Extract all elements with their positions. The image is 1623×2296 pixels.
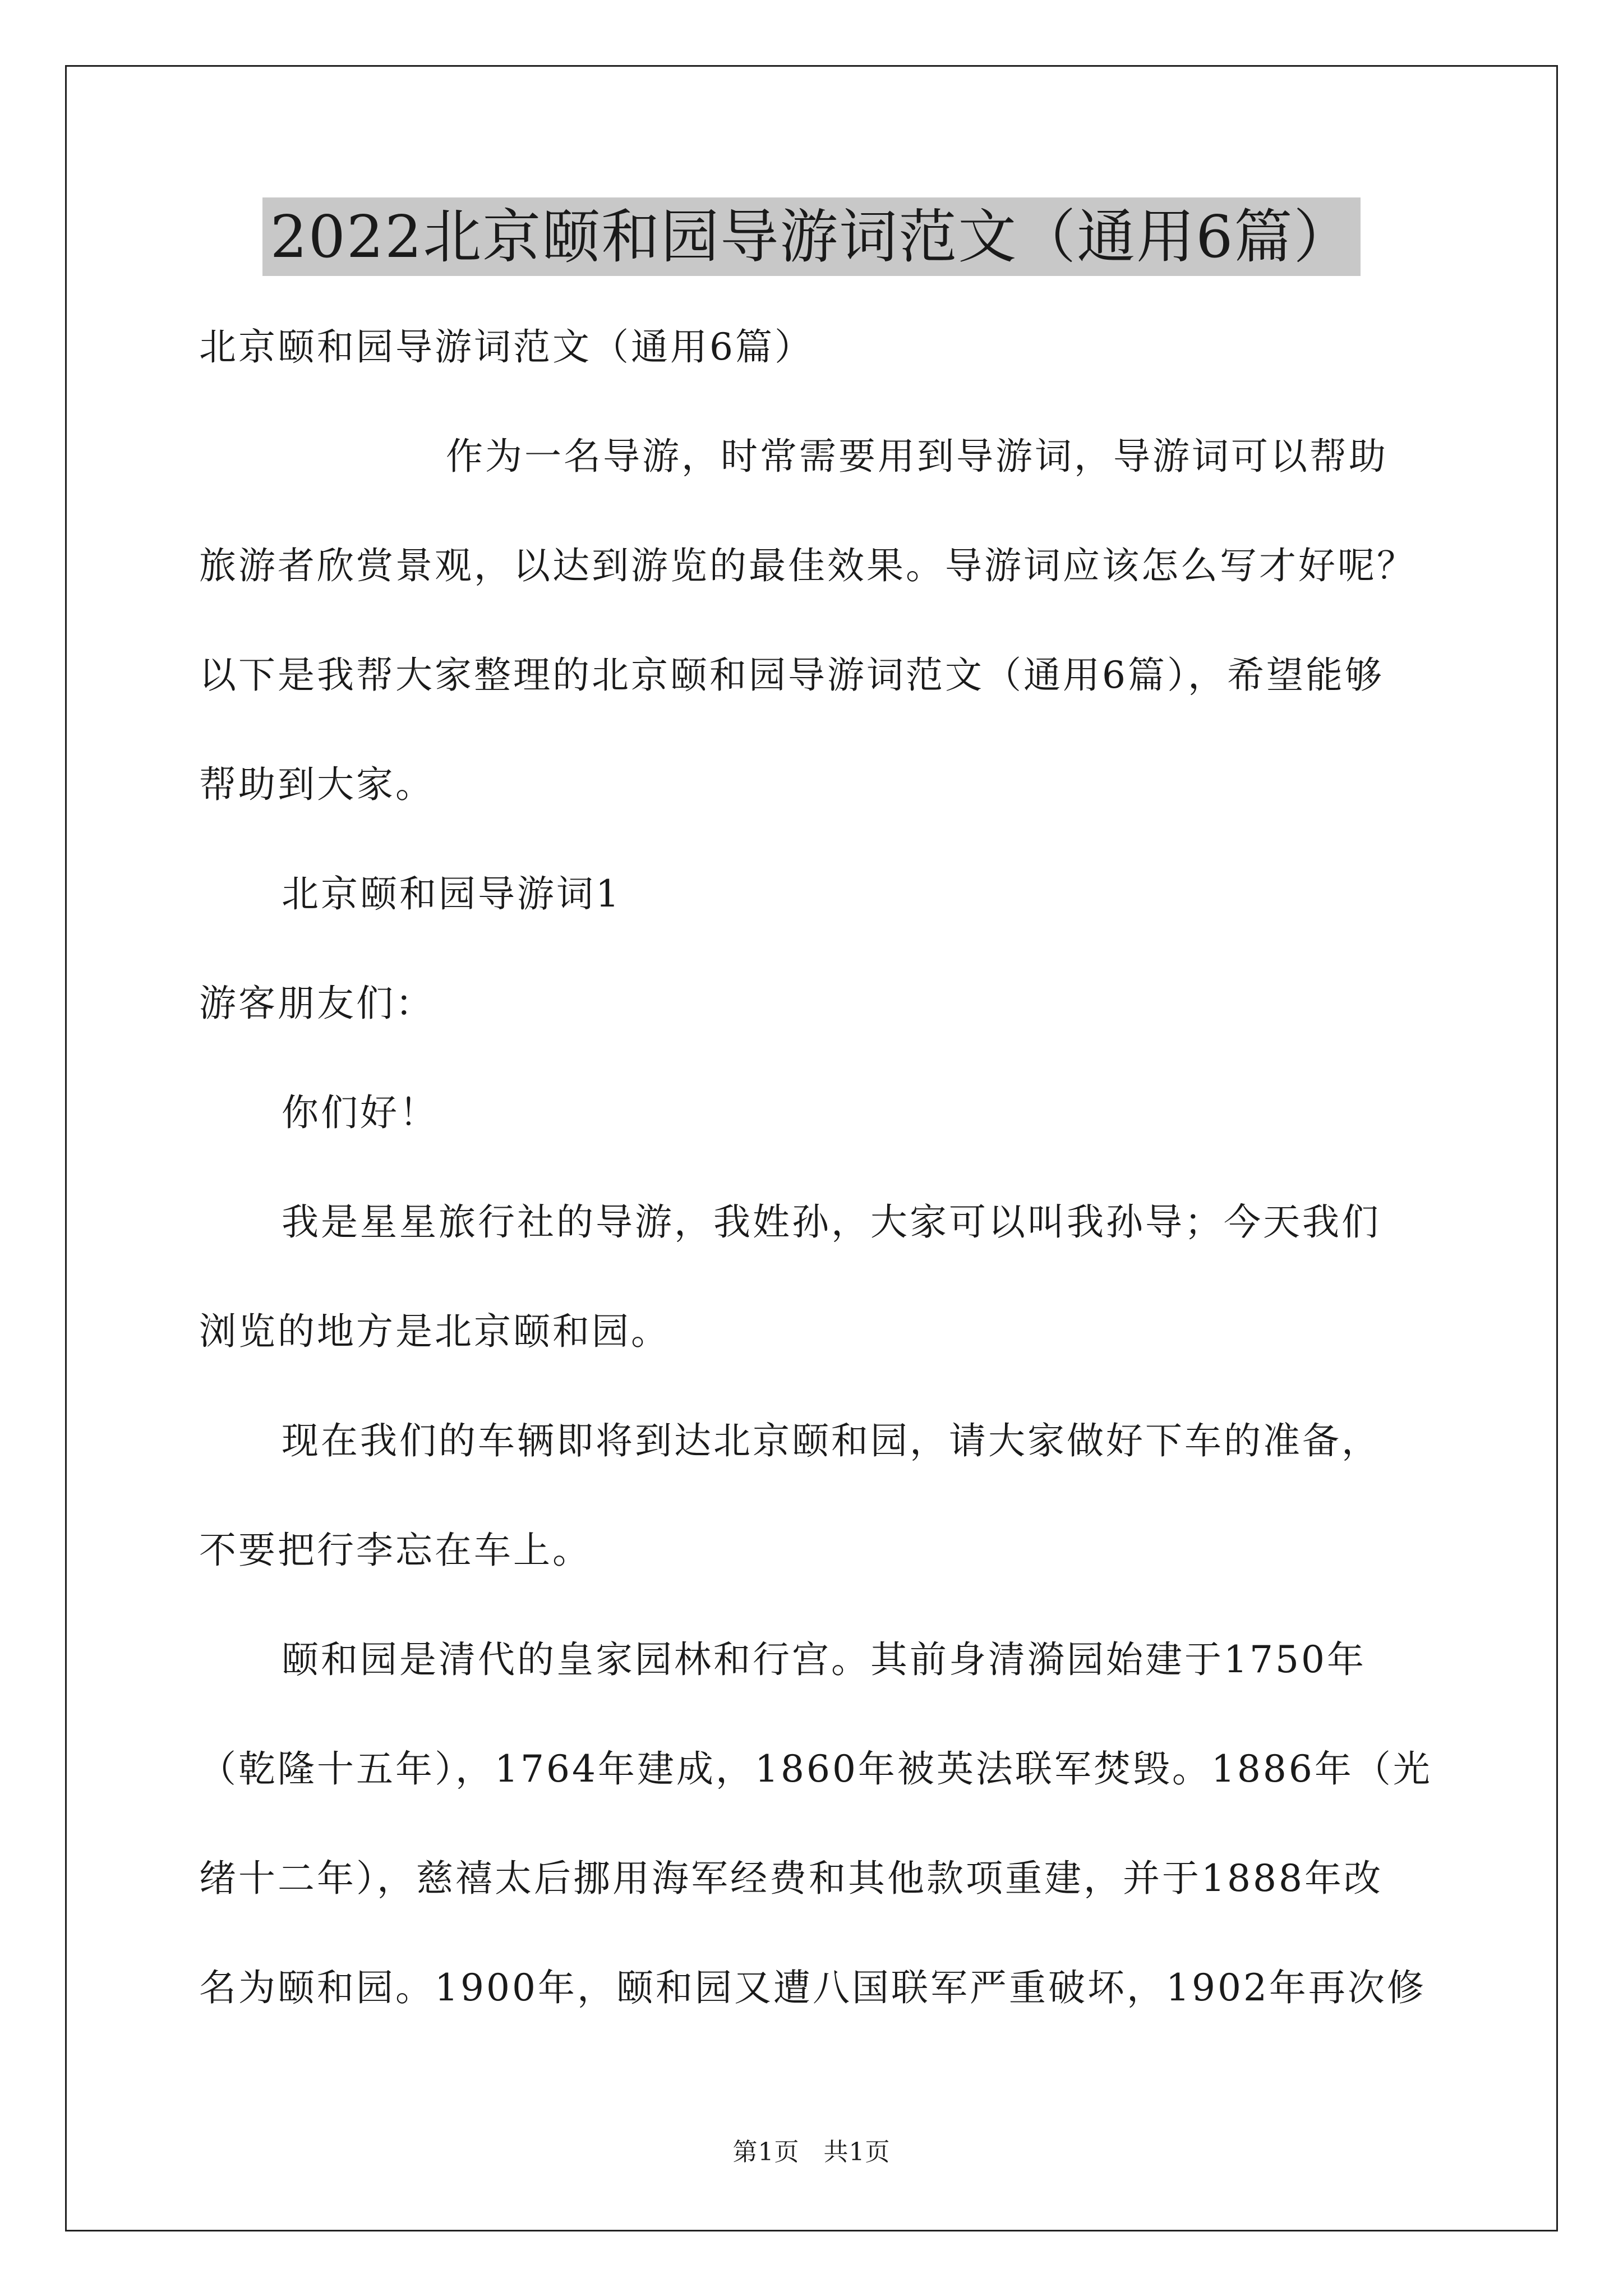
paragraph-line: 绪十二年），慈禧太后挪用海军经费和其他款项重建，并于1888年改 bbox=[199, 1857, 1383, 1900]
paragraph-line: 以下是我帮大家整理的北京颐和园导游词范文（通用6篇），希望能够 bbox=[199, 654, 1384, 697]
paragraph-line: 不要把行李忘在车上。 bbox=[199, 1529, 592, 1572]
paragraph-line: 游客朋友们： bbox=[199, 982, 435, 1025]
page-border bbox=[65, 65, 1558, 2231]
page-total: 共1页 bbox=[823, 2138, 891, 2166]
section-heading: 北京颐和园导游词1 bbox=[282, 872, 621, 915]
subtitle-line: 北京颐和园导游词范文（通用6篇） bbox=[199, 325, 814, 369]
paragraph-line: 旅游者欣赏景观，以达到游览的最佳效果。导游词应该怎么写才好呢？ bbox=[199, 544, 1416, 587]
paragraph-line: 浏览的地方是北京颐和园。 bbox=[199, 1310, 670, 1353]
paragraph-line: 颐和园是清代的皇家园林和行宫。其前身清漪园始建于1750年 bbox=[282, 1638, 1366, 1681]
paragraph-line: 作为一名导游，时常需要用到导游词，导游词可以帮助 bbox=[446, 435, 1388, 478]
paragraph-line: （乾隆十五年），1764年建成，1860年被英法联军焚毁。1886年（光 bbox=[199, 1747, 1432, 1791]
document-title: 2022北京颐和园导游词范文（通用6篇） bbox=[262, 197, 1361, 276]
title-container bbox=[0, 197, 1623, 276]
paragraph-line: 名为颐和园。1900年，颐和园又遭八国联军严重破坏，1902年再次修 bbox=[199, 1966, 1426, 2009]
page-footer bbox=[0, 2132, 1623, 2168]
paragraph-line: 我是星星旅行社的导游，我姓孙，大家可以叫我孙导；今天我们 bbox=[282, 1200, 1381, 1244]
paragraph-line: 现在我们的车辆即将到达北京颐和园，请大家做好下车的准备， bbox=[282, 1419, 1381, 1462]
paragraph-line: 你们好！ bbox=[282, 1091, 439, 1134]
page-number: 第1页 bbox=[732, 2138, 800, 2166]
paragraph-line: 帮助到大家。 bbox=[199, 763, 435, 806]
